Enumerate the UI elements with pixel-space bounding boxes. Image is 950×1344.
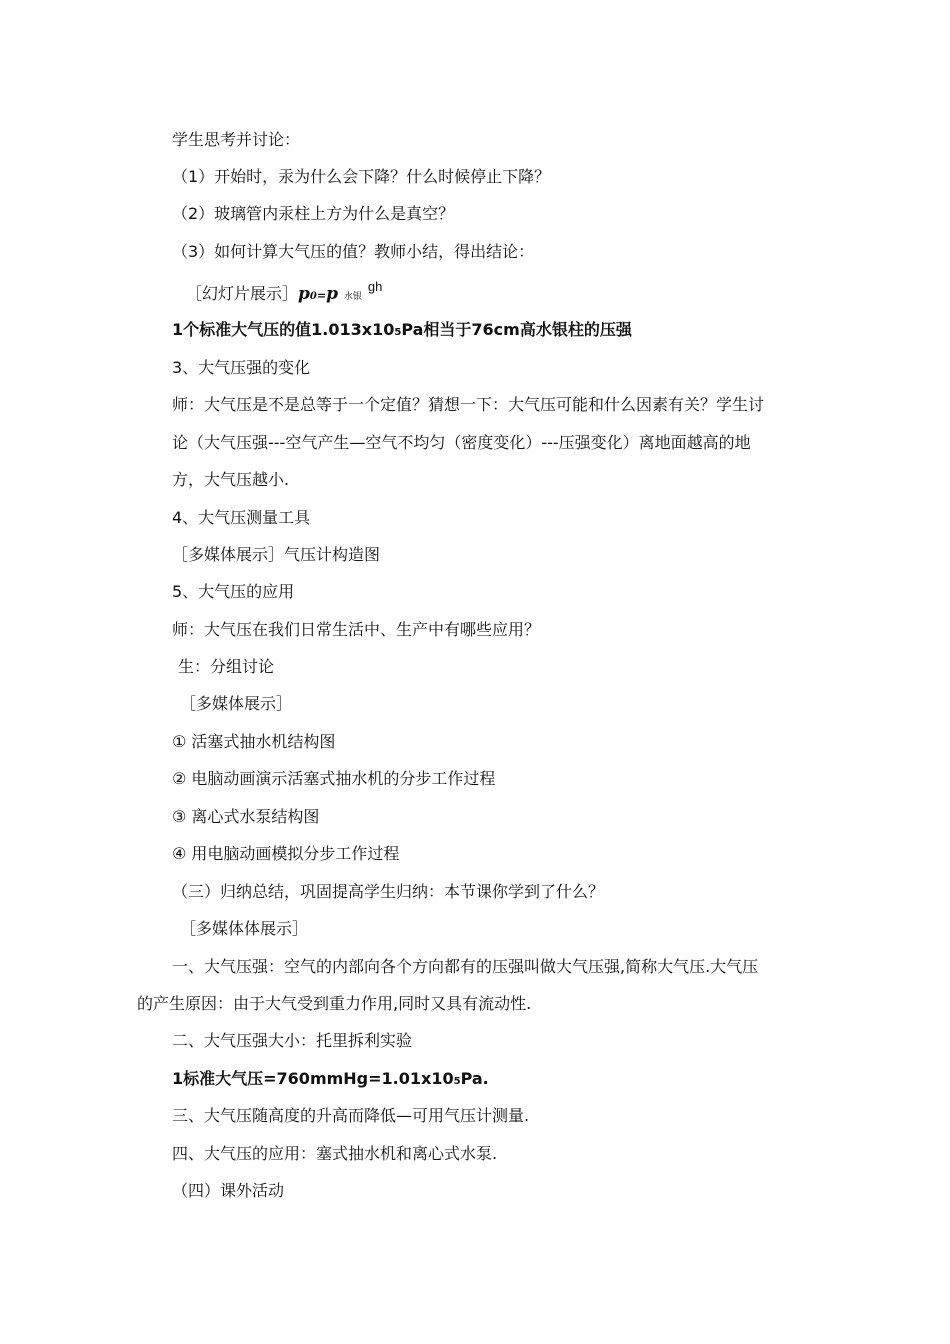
paragraph-line: 师：大气压是不是总等于一个定值？猜想一下：大气压可能和什么因素有关？学生讨 (172, 395, 765, 414)
text-line: （四）课外活动 (172, 1181, 285, 1200)
formula-superscript: gh (367, 279, 383, 294)
paragraph-line: 一、大气压强：空气的内部向各个方向都有的压强叫做大气压强,简称大气压.大气压 (172, 957, 759, 976)
question-1: （1）开始时，汞为什么会下降？什么时候停止下降？ (172, 167, 551, 186)
text-line: 生：分组讨论 (178, 657, 275, 676)
list-item: ① 活塞式抽水机结构图 (172, 732, 336, 751)
question-2: （2）玻璃管内汞柱上方为什么是真空？ (172, 204, 455, 223)
formula-equals: = (316, 289, 327, 302)
list-item: ③ 离心式水泵结构图 (172, 807, 320, 826)
formula-p0: p (298, 284, 310, 304)
text-line: ［多媒体展示］ (180, 694, 293, 713)
text-line: 学生思考并讨论： (172, 130, 301, 149)
formula (298, 279, 383, 304)
text-line: 师：大气压在我们日常生活中、生产中有哪些应用？ (172, 620, 541, 639)
section-heading-3: 3、大气压强的变化 (172, 358, 311, 377)
slide-label: ［幻灯片展示］ (186, 284, 299, 303)
standard-pressure-line (172, 320, 632, 343)
text-line: （三）归纳总结，巩固提高学生归纳：本节课你学到了什么？ (172, 882, 605, 901)
formula-sub-0: 0 (309, 291, 317, 302)
exponent: 5 (394, 327, 402, 338)
paragraph-line: 方，大气压越小. (172, 470, 290, 489)
text-line: 四、大气压的应用：塞式抽水机和离心式水泵. (172, 1144, 498, 1163)
text-line: 三、大气压随高度的升高而降低—可用气压计测量. (172, 1106, 530, 1125)
paragraph-line: 论（大气压强---空气产生—空气不均匀（密度变化）---压强变化）离地面越高的地 (172, 433, 751, 452)
text-span: Pa相当于76cm高水银柱的压强 (401, 320, 632, 339)
text-span: 1个标准大气压的值1.013x10 (172, 320, 395, 339)
text-line: 二、大气压强大小：托里拆利实验 (172, 1031, 413, 1050)
exponent: 5 (453, 1076, 461, 1087)
formula-p: p (326, 284, 338, 304)
section-heading-5: 5、大气压的应用 (172, 582, 295, 601)
section-heading-4: 4、大气压测量工具 (172, 508, 311, 527)
slide-formula-line (186, 279, 383, 307)
list-item: ② 电脑动画演示活塞式抽水机的分步工作过程 (172, 769, 496, 788)
formula-subscript: 水银 (343, 292, 362, 302)
text-line: ［多媒体展示］气压计构造图 (172, 545, 381, 564)
text-line: ［多媒体体展示］ (180, 919, 309, 938)
paragraph-line: 的产生原因：由于大气受到重力作用,同时又具有流动性. (137, 994, 532, 1013)
text-span: Pa. (460, 1069, 489, 1088)
question-3: （3）如何计算大气压的值？教师小结，得出结论： (172, 242, 535, 261)
list-item: ④ 用电脑动画模拟分步工作过程 (172, 844, 400, 863)
text-span: 1标准大气压=760mmHg=1.01x10 (172, 1069, 454, 1088)
standard-pressure-line (172, 1069, 489, 1092)
